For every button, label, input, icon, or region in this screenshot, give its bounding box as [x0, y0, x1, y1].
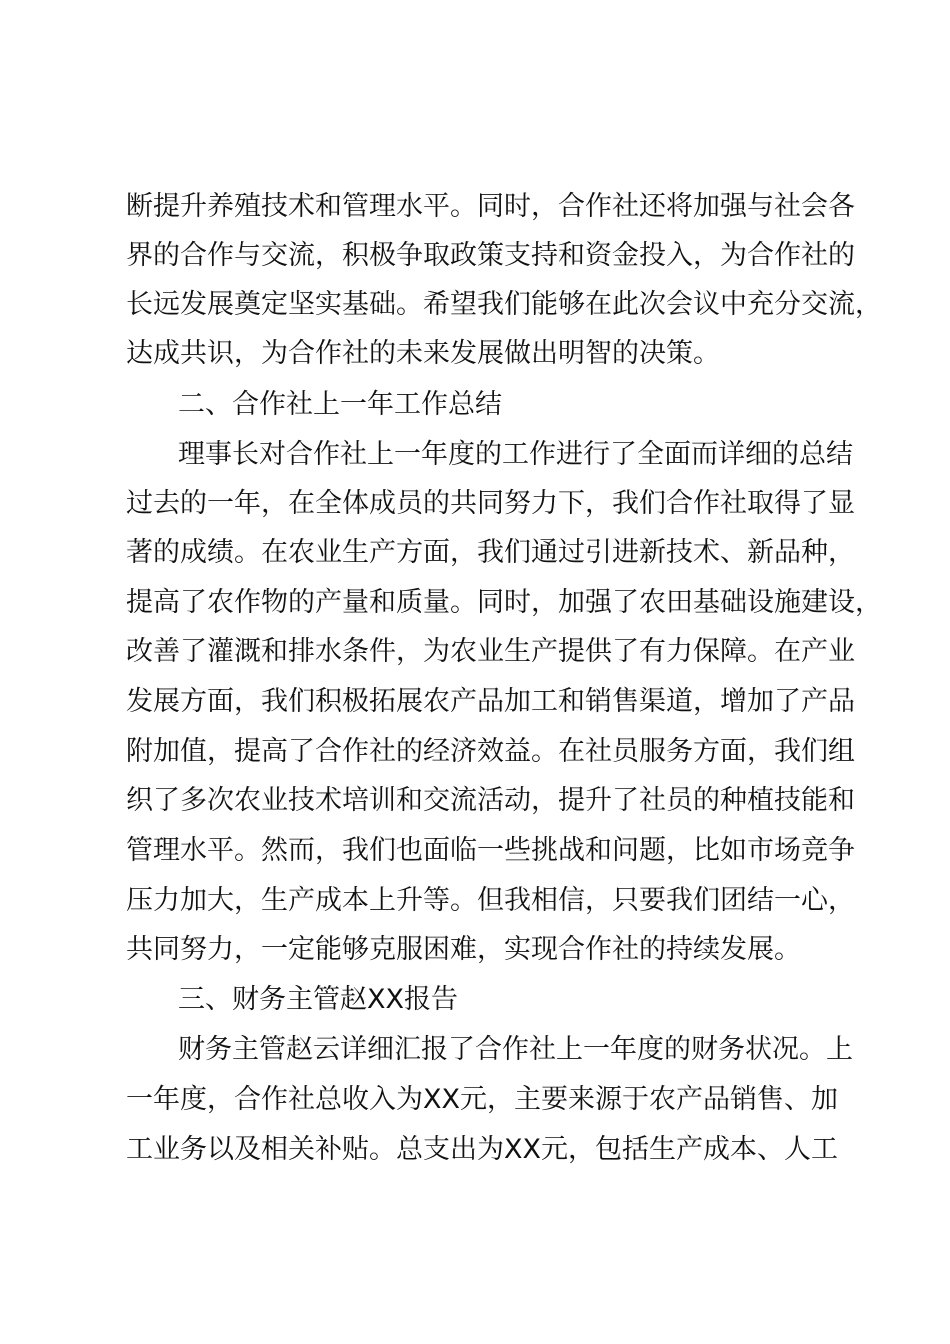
body-text-line: 改善了灌溉和排水条件，为农业生产提供了有力保障。在产业: [126, 636, 855, 667]
body-text-line: 提高了农作物的产量和质量。同时，加强了农田基础设施建设，: [126, 587, 882, 618]
section-heading-2: 二、合作社上一年工作总结: [178, 389, 502, 420]
body-text-line: 长远发展奠定坚实基础。希望我们能够在此次会议中充分交流，: [126, 289, 882, 320]
body-text-line: 工业务以及相关补贴。总支出为XX元，包括生产成本、人工: [126, 1134, 838, 1165]
body-text-line: 财务主管赵云详细汇报了合作社上一年度的财务状况。上: [178, 1034, 853, 1065]
body-text-line: 管理水平。然而，我们也面临一些挑战和问题，比如市场竞争: [126, 835, 855, 866]
body-text-line: 发展方面，我们积极拓展农产品加工和销售渠道，增加了产品: [126, 686, 855, 717]
body-text-line: 一年度，合作社总收入为XX元，主要来源于农产品销售、加: [126, 1084, 838, 1115]
body-text-line: 织了多次农业技术培训和交流活动，提升了社员的种植技能和: [126, 785, 855, 816]
body-text-line: 界的合作与交流，积极争取政策支持和资金投入，为合作社的: [126, 240, 855, 271]
body-text-line: 共同努力，一定能够克服困难，实现合作社的持续发展。: [126, 934, 801, 965]
body-text-line: 附加值，提高了合作社的经济效益。在社员服务方面，我们组: [126, 736, 855, 767]
body-text-line: 压力加大，生产成本上升等。但我相信，只要我们团结一心，: [126, 885, 855, 916]
section-heading-3: 三、财务主管赵XX报告: [178, 984, 458, 1015]
body-text-line: 过去的一年，在全体成员的共同努力下，我们合作社取得了显: [126, 488, 855, 519]
body-text-line: 理事长对合作社上一年度的工作进行了全面而详细的总结: [178, 439, 853, 470]
body-text-line: 断提升养殖技术和管理水平。同时，合作社还将加强与社会各: [126, 191, 855, 222]
body-text-line: 著的成绩。在农业生产方面，我们通过引进新技术、新品种，: [126, 537, 855, 568]
body-text-line: 达成共识，为合作社的未来发展做出明智的决策。: [126, 338, 720, 369]
